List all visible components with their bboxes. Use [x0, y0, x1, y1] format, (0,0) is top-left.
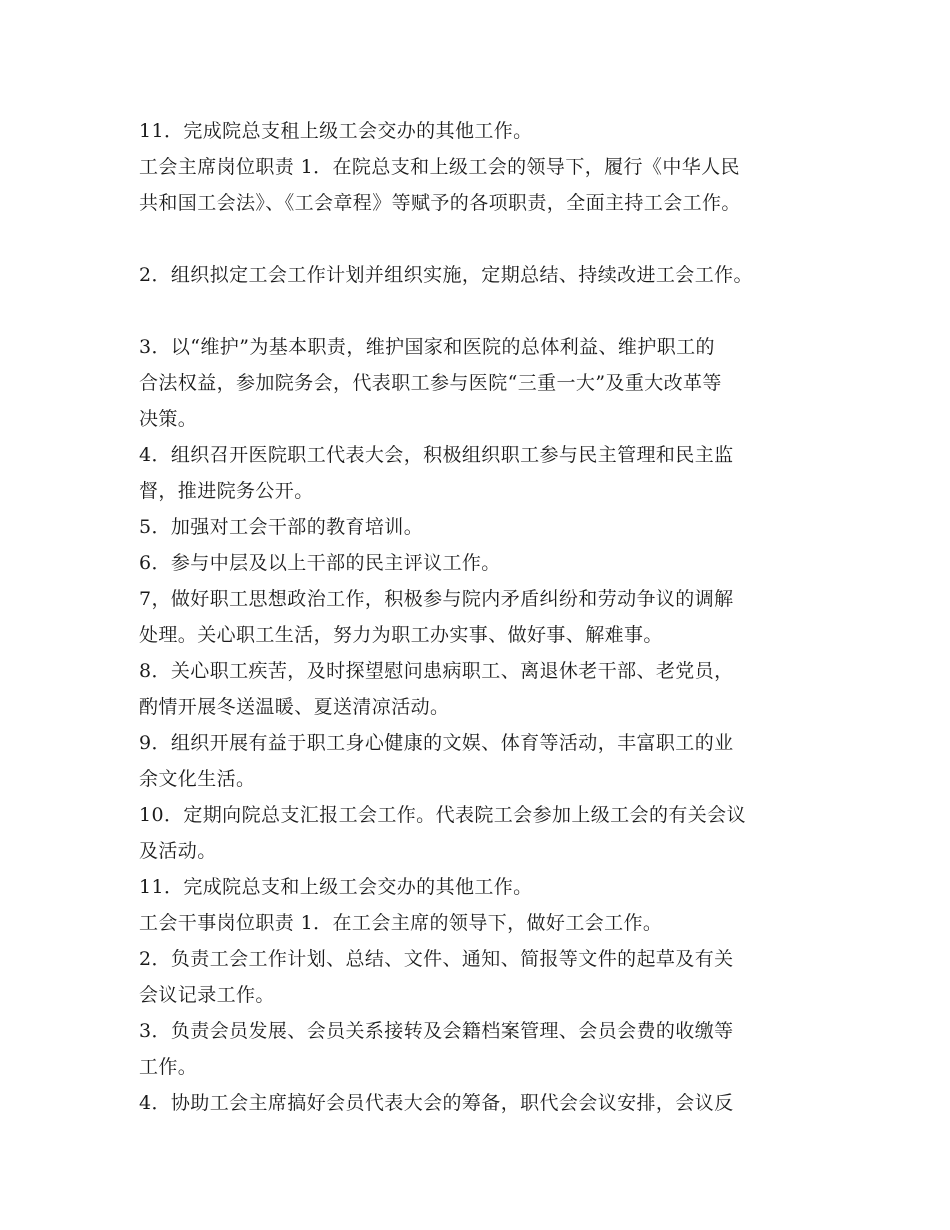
text-line: 余文化生活。 [139, 768, 256, 790]
text-line: 2．负责工会工作计划、总结、文件、通知、简报等文件的起草及有关 [139, 948, 734, 970]
text-line: 4．协助工会主席搞好会员代表大会的筹备，职代会会议安排，会议反 [139, 1092, 734, 1114]
text-line: 5．加强对工会干部的教育培训。 [139, 516, 424, 538]
text-line: 会议记录工作。 [139, 984, 275, 1006]
text-line: 工作。 [139, 1056, 198, 1078]
text-line: 及活动。 [139, 840, 217, 862]
text-line: 11．完成院总支和上级工会交办的其他工作。 [139, 876, 533, 898]
text-line: 8．关心职工疾苦，及时探望慰问患病职工、离退休老干部、老党员， [139, 660, 734, 682]
text-line: 合法权益，参加院务会，代表职工参与医院“三重一大”及重大改革等 [139, 372, 722, 394]
document-body [139, 113, 839, 1121]
text-line: 6．参与中层及以上干部的民主评议工作。 [139, 552, 501, 574]
text-line: 3．负责会员发展、会员关系接转及会籍档案管理、会员会费的收缴等 [139, 1020, 734, 1042]
text-line: 4．组织召开医院职工代表大会，积极组织职工参与民主管理和民主监 [139, 444, 734, 466]
blank-line [139, 221, 839, 257]
text-line: 处理。关心职工生活，努力为职工办实事、做好事、解难事。 [139, 624, 663, 646]
text-line: 10．定期向院总支汇报工会工作。代表院工会参加上级工会的有关会议 [139, 804, 746, 826]
text-line: 3．以“维护”为基本职责，维护国家和医院的总体利益、维护职工的 [139, 336, 715, 358]
text-line: 酌情开展冬送温暖、夏送清凉活动。 [139, 696, 450, 718]
blank-line [139, 293, 839, 329]
text-line: 7，做好职工思想政治工作，积极参与院内矛盾纠纷和劳动争议的调解 [139, 588, 734, 610]
text-line: 9．组织开展有益于职工身心健康的文娱、体育等活动，丰富职工的业 [139, 732, 734, 754]
text-line: 共和国工会法》、《工会章程》等赋予的各项职责，全面主持工会工作。 [139, 192, 741, 214]
text-line: 工会主席岗位职责 1．在院总支和上级工会的领导下，履行《中华人民 [139, 156, 740, 178]
text-line: 督，推进院务公开。 [139, 480, 314, 502]
text-line: 11．完成院总支租上级工会交办的其他工作。 [139, 120, 533, 142]
text-line: 决策。 [139, 408, 198, 430]
text-line: 2．组织拟定工会工作计划并组织实施，定期总结、持续改进工会工作。 [139, 264, 753, 286]
text-line: 工会干事岗位职责 1．在工会主席的领导下，做好工会工作。 [139, 912, 663, 934]
